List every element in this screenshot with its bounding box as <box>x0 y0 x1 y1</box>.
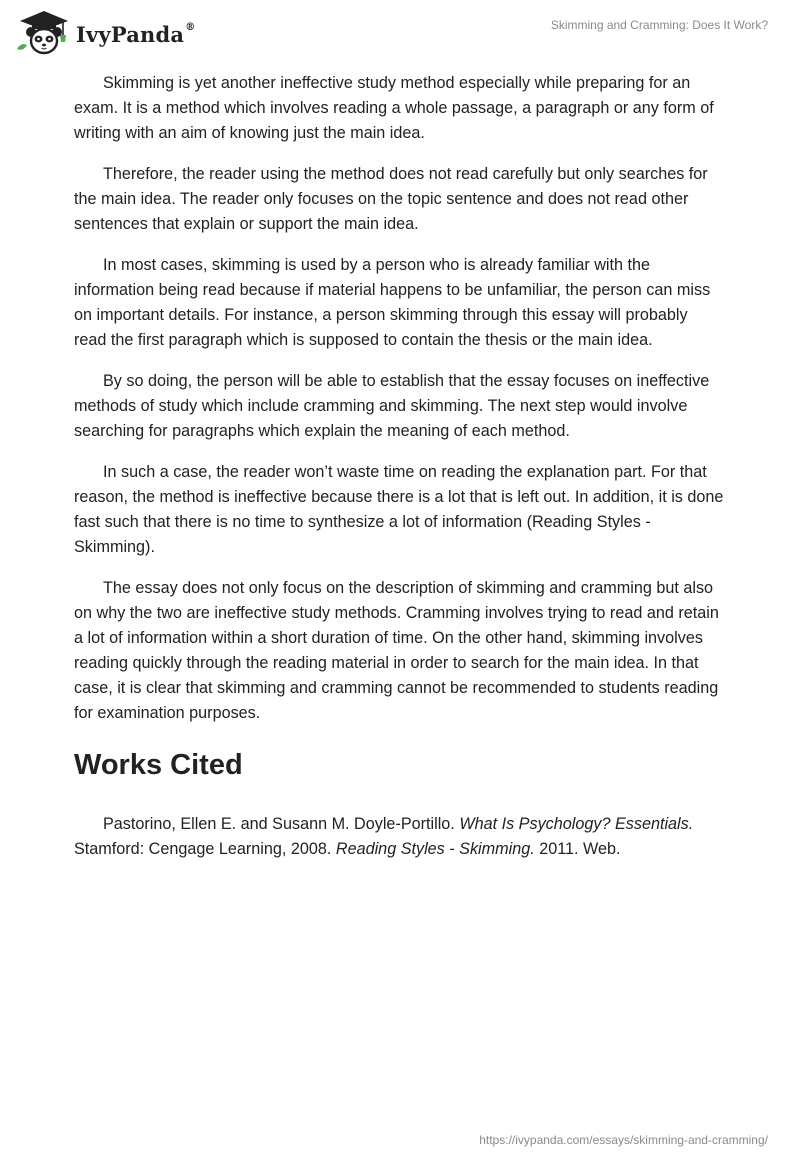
logo-wordmark: IvyPanda® <box>76 21 196 47</box>
paragraph: Therefore, the reader using the method does not read carefully but only searches for the main idea. The reader only focuses on the topic sentence and does not read other sentences that explain or support the main idea. <box>74 165 708 233</box>
citation-title: What Is Psychology? Essentials. <box>459 815 694 833</box>
panda-graduate-icon <box>14 8 74 56</box>
citation-publisher: Stamford: Cengage Learning, 2008. <box>74 840 332 858</box>
ivypanda-logo[interactable] <box>14 8 195 56</box>
paragraph: The essay does not only focus on the description of skimming and cramming but also on why the two are ineffective study methods. Cramming involves trying to read and retain a lot of information within a short duration of time. On the other hand, skimming involves reading quickly through the reading material in order to search for the main idea. In that case, it is clear that skimming and cramming cannot be recommended to students reading for examination purposes. <box>74 579 719 722</box>
citation-authors: Pastorino, Ellen E. and Susann M. Doyle-Portillo. <box>103 815 455 833</box>
essay-body <box>74 71 724 878</box>
paragraph: By so doing, the person will be able to establish that the essay focuses on ineffective methods of study which include cramming and skimming. The next step would involve searching for paragraphs which explain the meaning of each method. <box>74 372 710 440</box>
paragraph: In such a case, the reader won’t waste time on reading the explanation part. For that reason, the method is ineffective because there is a lot that is left out. In addition, it is done fast such that there is no time to synthesize a lot of information (Reading Styles - Skimming). <box>74 463 724 556</box>
citation-tail: 2011. Web. <box>539 840 621 858</box>
citation-title: Reading Styles - Skimming. <box>335 840 535 858</box>
page-header <box>0 0 800 60</box>
citation-entry <box>74 812 724 862</box>
source-url-link[interactable]: https://ivypanda.com/essays/skimming-and-cramming/ <box>479 1133 768 1147</box>
page-title: Skimming and Cramming: Does It Work? <box>550 18 768 32</box>
paragraph: In most cases, skimming is used by a person who is already familiar with the information being read because if material happens to be unfamiliar, the person can miss on important details. For instance, a person skimming through this essay will probably read the first paragraph which is supposed to contain the thesis or the main idea. <box>74 256 711 349</box>
works-cited-heading: Works Cited <box>74 749 243 781</box>
paragraph: Skimming is yet another ineffective study method especially while preparing for an exam. It is a method which involves reading a whole passage, a paragraph or any form of writing with an aim of knowing just the main idea. <box>74 74 714 142</box>
